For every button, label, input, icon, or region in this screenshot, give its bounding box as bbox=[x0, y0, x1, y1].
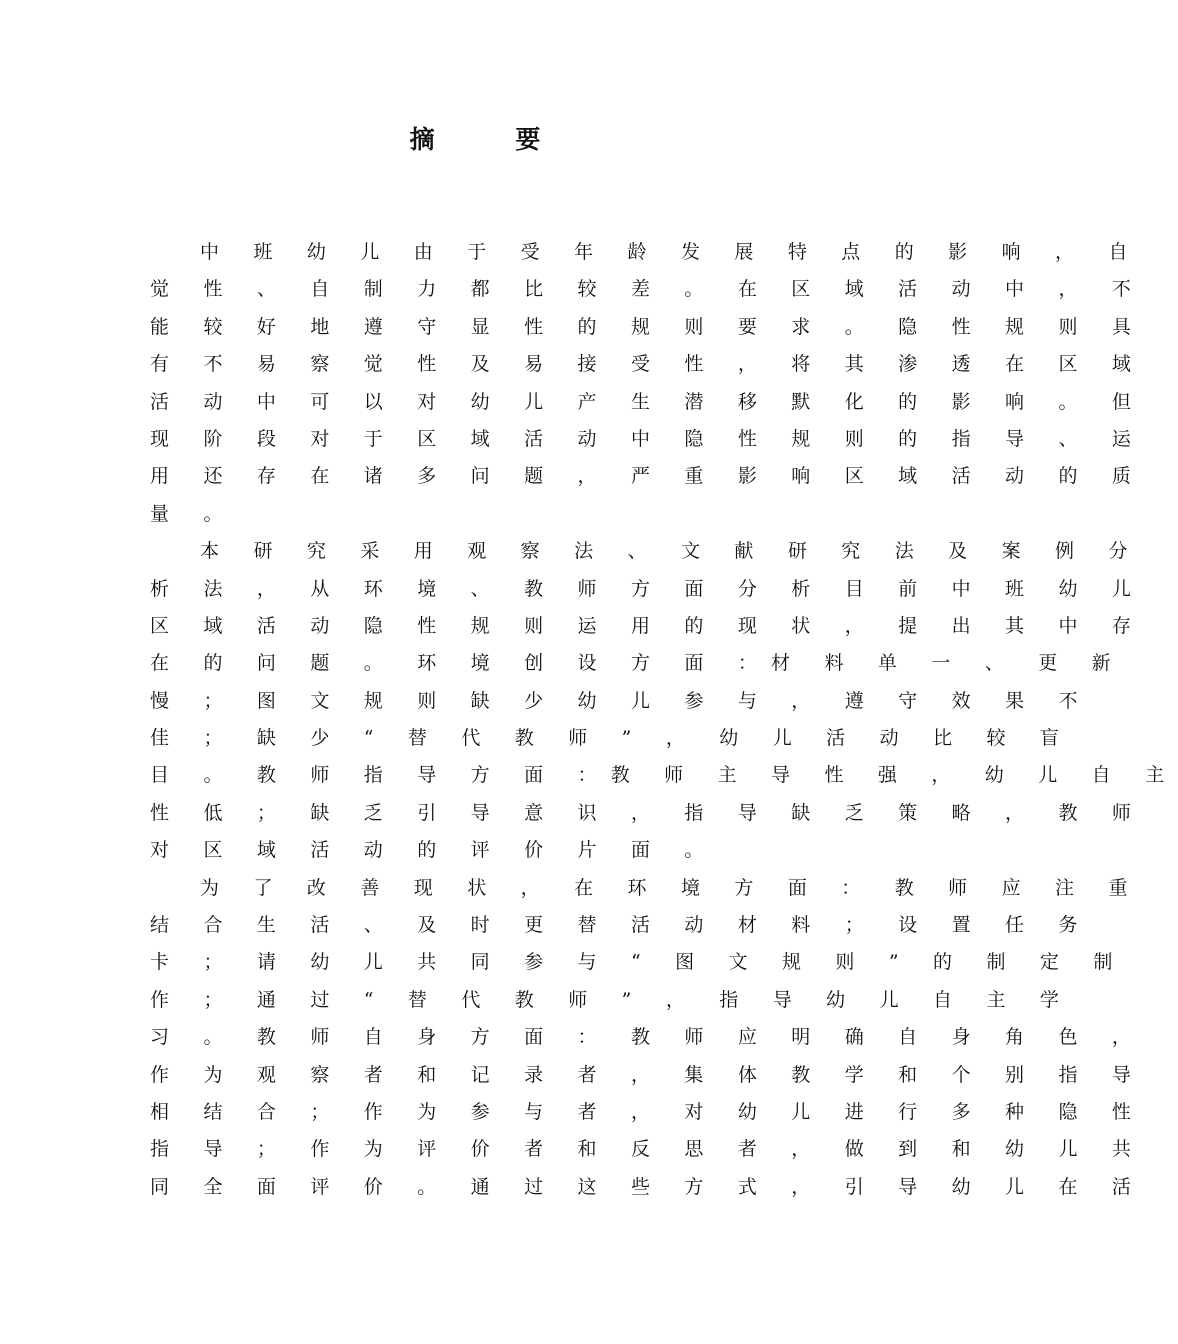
text-line: 析 法 ， 从 环 境 、 教 师 方 面 分 析 目 前 中 班 幼 儿 bbox=[150, 577, 1146, 600]
text-line: 同 全 面 评 价 。 通 过 这 些 方 式 ， 引 导 幼 儿 在 活 bbox=[150, 1175, 1146, 1198]
text-line: 作 ； 通 过 “ 替 代 教 师 ” ， 指 导 幼 儿 自 主 学 bbox=[150, 988, 1074, 1011]
text-line: 用 还 存 在 诸 多 问 题 ， 严 重 影 响 区 域 活 动 的 质 bbox=[150, 465, 1146, 488]
text-line: 活 动 中 可 以 对 幼 儿 产 生 潜 移 默 化 的 影 响 。 但 bbox=[150, 390, 1146, 413]
text-line: 觉 性 、 自 制 力 都 比 较 差 。 在 区 域 活 动 中 ， 不 bbox=[150, 278, 1146, 301]
text-line: 结 合 生 活 、 及 时 更 替 活 动 材 料 ； 设 置 任 务 bbox=[150, 914, 1092, 937]
text-line: 习 。 教 师 自 身 方 面 ： 教 师 应 明 确 自 身 角 色 ， bbox=[150, 1026, 1146, 1049]
text-line: 现 阶 段 对 于 区 域 活 动 中 隐 性 规 则 的 指 导 、 运 bbox=[150, 427, 1146, 450]
abstract-body bbox=[150, 234, 1178, 1206]
text-line: 量 。 bbox=[150, 502, 237, 525]
text-line: 慢 ； 图 文 规 则 缺 少 幼 儿 参 与 ， 遵 守 效 果 不 bbox=[150, 689, 1092, 712]
text-line: 本 研 究 采 用 观 察 法 、 文 献 研 究 法 及 案 例 分 bbox=[200, 540, 1142, 563]
text-line: 指 导 ； 作 为 评 价 者 和 反 思 者 ， 做 到 和 幼 儿 共 bbox=[150, 1138, 1146, 1161]
text-line: 佳 ； 缺 少 “ 替 代 教 师 ” ， 幼 儿 活 动 比 较 盲 bbox=[150, 727, 1074, 750]
text-line: 能 较 好 地 遵 守 显 性 的 规 则 要 求 。 隐 性 规 则 具 bbox=[150, 315, 1146, 338]
text-line: 目 。 教 师 指 导 方 面 ：教 师 主 导 性 强 ， 幼 儿 自 主 bbox=[150, 764, 1178, 787]
abstract-title: 摘 要 bbox=[409, 125, 577, 154]
text-line: 性 低 ； 缺 乏 引 导 意 识 ， 指 导 缺 乏 策 略 ， 教 师 bbox=[150, 801, 1146, 824]
text-line: 在 的 问 题 。 环 境 创 设 方 面 ：材 料 单 一 、 更 新 bbox=[150, 652, 1125, 675]
text-line: 作 为 观 察 者 和 记 录 者 ， 集 体 教 学 和 个 别 指 导 bbox=[150, 1063, 1146, 1086]
text-line: 对 区 域 活 动 的 评 价 片 面 。 bbox=[150, 839, 718, 862]
text-line: 为 了 改 善 现 状 ， 在 环 境 方 面 ： 教 师 应 注 重 bbox=[200, 876, 1142, 899]
text-line: 有 不 易 察 觉 性 及 易 接 受 性 ， 将 其 渗 透 在 区 域 bbox=[150, 353, 1146, 376]
text-line: 区 域 活 动 隐 性 规 则 运 用 的 现 状 ， 提 出 其 中 存 bbox=[150, 614, 1146, 637]
text-line: 中 班 幼 儿 由 于 受 年 龄 发 展 特 点 的 影 响 ， 自 bbox=[200, 241, 1142, 263]
text-line: 卡 ； 请 幼 儿 共 同 参 与 “ 图 文 规 则 ” 的 制 定 制 bbox=[150, 951, 1127, 974]
text-line: 相 结 合 ； 作 为 参 与 者 ， 对 幼 儿 进 行 多 种 隐 性 bbox=[150, 1100, 1146, 1123]
